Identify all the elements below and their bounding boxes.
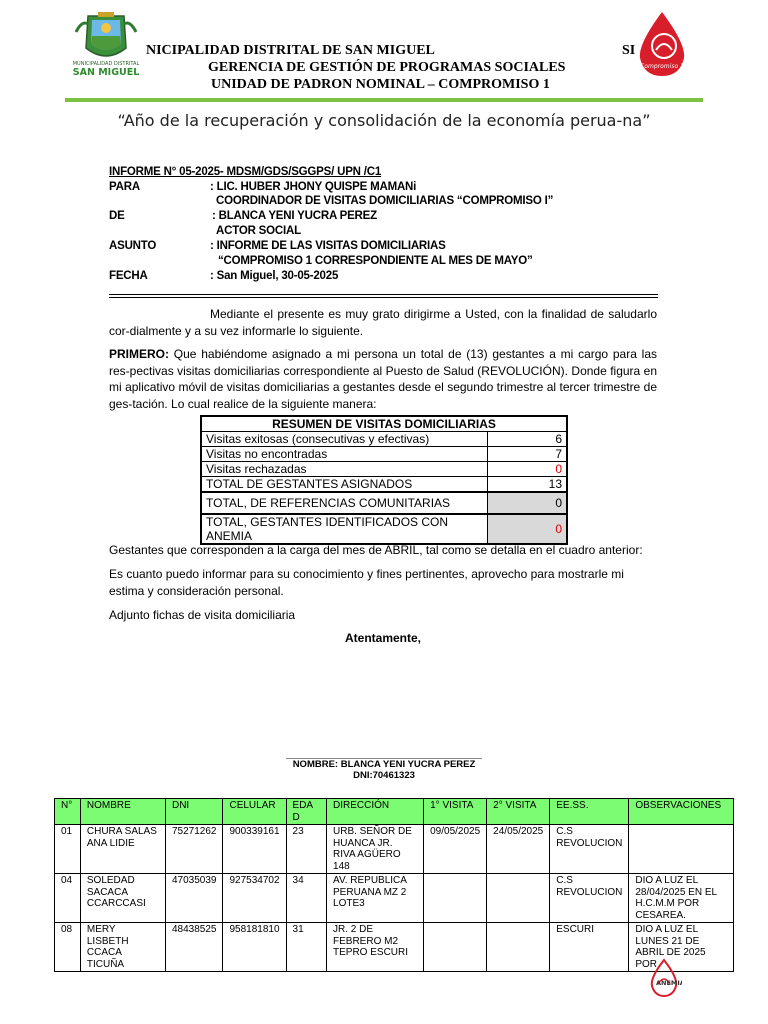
table-cell: 34 xyxy=(286,874,326,923)
table-cell: CHURA SALAS ANA LIDIE xyxy=(80,825,165,874)
header-gerencia: GERENCIA DE GESTIÓN DE PROGRAMAS SOCIALES xyxy=(208,60,566,75)
visits-header-row xyxy=(55,799,734,825)
summary-label: TOTAL DE GESTANTES ASIGNADOS xyxy=(201,477,488,493)
anemia-logo xyxy=(642,958,682,998)
header-unidad: UNIDAD DE PADRON NOMINAL – COMPROMISO 1 xyxy=(211,77,550,92)
svg-text:MUNICIPALIDAD DISTRITAL: MUNICIPALIDAD DISTRITAL xyxy=(72,61,140,67)
table-cell: 47035039 xyxy=(165,874,223,923)
asunto-label: ASUNTO xyxy=(109,240,157,252)
table-cell: 23 xyxy=(286,825,326,874)
para-label: PARA xyxy=(109,181,140,193)
summary-value: 0 xyxy=(488,492,568,514)
col-header: OBSERVACIONES xyxy=(629,799,734,825)
para-value: : LIC. HUBER JHONY QUISPE MAMANi xyxy=(210,181,417,193)
para-value-2: COORDINADOR DE VISITAS DOMICILIARIAS “COMPROMISO I” xyxy=(216,195,554,207)
table-cell: 04 xyxy=(55,874,81,923)
fecha-value: : San Miguel, 30-05-2025 xyxy=(210,270,339,282)
col-header: 1° VISITA xyxy=(424,799,487,825)
table-cell: DIO A LUZ EL 28/04/2025 EN EL H.C.M.M POR CESAREA. xyxy=(629,874,734,923)
memo-divider-top xyxy=(109,294,658,295)
primero-text: Que habiéndome asignado a mi persona un total de (13) gestantes a mi cargo para las res-pectivas visitas domiciliarias correspondiente al Puesto de Salud (REVOLUCIÓN). Donde figura en mi aplicativo móvil de visitas domiciliarias a gestantes desde el segundo trimestre al tercer trimestre de ges-tación. Lo cual realice de la siguiente manera: xyxy=(109,347,657,411)
table-cell xyxy=(424,923,487,972)
table-cell xyxy=(424,874,487,923)
closing-paragraph: Es cuanto puedo informar para su conocimiento y fines pertinentes, aprovecho para mostrarle mi estima y consideración personal. xyxy=(109,567,624,598)
table-cell: 09/05/2025 xyxy=(424,825,487,874)
summary-value: 7 xyxy=(488,447,568,462)
summary-label: TOTAL, DE REFERENCIAS COMUNITARIAS xyxy=(201,492,488,514)
summary-label: TOTAL, GESTANTES IDENTIFICADOS CON ANEMIA xyxy=(201,514,488,544)
table-cell: 927534702 xyxy=(223,874,286,923)
col-header: DIRECCIÓN xyxy=(327,799,424,825)
table-row xyxy=(55,874,734,923)
svg-text:ANEMIA: ANEMIA xyxy=(656,979,682,987)
primero-label: PRIMERO: xyxy=(109,347,169,361)
de-value: : BLANCA YENI YUCRA PEREZ xyxy=(212,210,377,222)
summary-row xyxy=(201,447,567,462)
summary-label: Visitas exitosas (consecutivas y efectivas) xyxy=(201,432,488,447)
table-cell xyxy=(487,874,550,923)
compromiso-logo xyxy=(634,10,690,78)
signature-dni: DNI:70461323 xyxy=(353,770,415,781)
table-cell: DIO A LUZ EL LUNES 21 DE ABRIL DE 2025 POR xyxy=(629,923,734,972)
de-value-2: ACTOR SOCIAL xyxy=(216,225,301,237)
signature-name: NOMBRE: BLANCA YENI YUCRA PEREZ xyxy=(292,759,476,770)
municipality-logo xyxy=(68,12,144,78)
summary-row xyxy=(201,477,567,493)
table-cell: 31 xyxy=(286,923,326,972)
summary-value: 0 xyxy=(488,462,568,477)
header-right-fragment: SI xyxy=(622,43,636,58)
asunto-value-2: “COMPROMISO 1 CORRESPONDIENTE AL MES DE MAYO” xyxy=(218,255,533,267)
intro-text: Mediante el presente es muy grato dirigirme a Usted, con la finalidad de saludarlo cor-dialmente y a su vez informarle lo siguiente. xyxy=(109,307,657,338)
fecha-label: FECHA xyxy=(109,270,148,282)
header-divider xyxy=(65,98,703,102)
table-cell: 900339161 xyxy=(223,825,286,874)
intro-paragraph xyxy=(109,306,657,339)
table-cell: C.S REVOLUCION xyxy=(550,825,629,874)
table-cell: JR. 2 DE FEBRERO M2 TEPRO ESCURI xyxy=(327,923,424,972)
col-header: NOMBRE xyxy=(80,799,165,825)
visits-table xyxy=(54,798,734,972)
table-cell xyxy=(487,923,550,972)
asunto-value: : INFORME DE LAS VISITAS DOMICILIARIAS xyxy=(210,240,446,252)
summary-row xyxy=(201,492,567,514)
atentamente: Atentamente, xyxy=(344,631,421,645)
summary-table xyxy=(200,415,568,545)
summary-value: 6 xyxy=(488,432,568,447)
col-header: 2° VISITA xyxy=(487,799,550,825)
summary-value: 13 xyxy=(488,477,568,493)
table-cell: 48438525 xyxy=(165,923,223,972)
primero-paragraph xyxy=(109,346,657,412)
summary-value: 0 xyxy=(488,514,568,544)
col-header: CELULAR xyxy=(223,799,286,825)
table-cell: 75271262 xyxy=(165,825,223,874)
col-header: EDA D xyxy=(286,799,326,825)
table-cell: MERY LISBETH CCACA TICUÑA xyxy=(80,923,165,972)
table-cell: SOLEDAD SACACA CCARCCASI xyxy=(80,874,165,923)
svg-text:SAN MIGUEL: SAN MIGUEL xyxy=(72,67,140,78)
table-row xyxy=(55,825,734,874)
summary-row xyxy=(201,462,567,477)
col-header: DNI xyxy=(165,799,223,825)
header-municipality: NICIPALIDAD DISTRITAL DE SAN MIGUEL xyxy=(146,43,435,58)
table-cell: 01 xyxy=(55,825,81,874)
table-cell: C.S REVOLUCION xyxy=(550,874,629,923)
summary-row xyxy=(201,514,567,544)
attachment-paragraph: Adjunto fichas de visita domiciliaria xyxy=(109,608,296,622)
summary-title: RESUMEN DE VISITAS DOMICILIARIAS xyxy=(201,416,567,432)
summary-label: Visitas rechazadas xyxy=(201,462,488,477)
table-cell: ESCURI xyxy=(550,923,629,972)
table-cell: URB. SEÑOR DE HUANCA JR. RIVA AGÜERO 148 xyxy=(327,825,424,874)
table-cell: AV. REPUBLICA PERUANA MZ 2 LOTE3 xyxy=(327,874,424,923)
informe-number: INFORME N° 05-2025- MDSM/GDS/SGGPS/ UPN /C1 xyxy=(109,166,382,178)
memo-divider-bottom xyxy=(109,297,658,298)
table-cell: 08 xyxy=(55,923,81,972)
table-row xyxy=(55,923,734,972)
table-cell: 24/05/2025 xyxy=(487,825,550,874)
table-cell xyxy=(629,825,734,874)
svg-text:Compromiso 1: Compromiso 1 xyxy=(640,63,684,70)
table-cell: 958181810 xyxy=(223,923,286,972)
year-title: “Año de la recuperación y consolidación de la economía perua-na” xyxy=(117,111,651,130)
gestantes-paragraph: Gestantes que corresponden a la carga del mes de ABRIL, tal como se detalla en el cuadro anterior: xyxy=(109,543,643,557)
summary-label: Visitas no encontradas xyxy=(201,447,488,462)
summary-row xyxy=(201,432,567,447)
de-label: DE xyxy=(109,210,125,222)
col-header: N° xyxy=(55,799,81,825)
col-header: EE.SS. xyxy=(550,799,629,825)
